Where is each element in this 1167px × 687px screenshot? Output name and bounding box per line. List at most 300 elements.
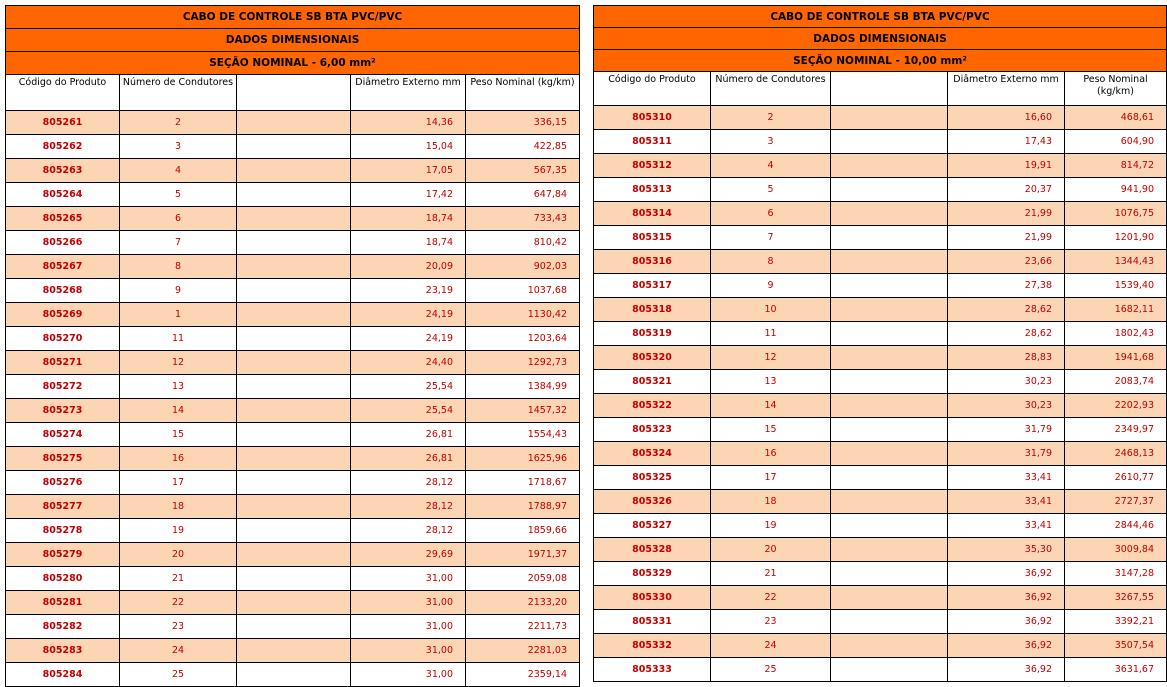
- blank-cell: [237, 519, 351, 543]
- table-row: [594, 370, 1167, 394]
- product-code-cell: 805310: [594, 106, 711, 130]
- blank-cell: [237, 423, 351, 447]
- table-row: [6, 495, 580, 519]
- product-code-cell: 805333: [594, 658, 711, 682]
- header-blank: [237, 75, 351, 111]
- table-row: [594, 514, 1167, 538]
- blank-cell: [237, 303, 351, 327]
- blank-cell: [237, 279, 351, 303]
- nominal-weight-cell: 422,85: [466, 135, 580, 159]
- nominal-weight-cell: 1384,99: [466, 375, 580, 399]
- conductor-count-cell: 11: [711, 322, 831, 346]
- outer-diameter-cell: 27,38: [948, 274, 1065, 298]
- table-row: [594, 226, 1167, 250]
- blank-cell: [237, 591, 351, 615]
- outer-diameter-cell: 25,54: [351, 399, 466, 423]
- nominal-weight-cell: 1344,43: [1065, 250, 1167, 274]
- header-product-code: Código do Produto: [6, 75, 120, 111]
- nominal-weight-cell: 1788,97: [466, 495, 580, 519]
- blank-cell: [237, 447, 351, 471]
- nominal-weight-cell: 1859,66: [466, 519, 580, 543]
- product-code-cell: 805315: [594, 226, 711, 250]
- blank-cell: [831, 322, 948, 346]
- nominal-weight-cell: 2359,14: [466, 663, 580, 687]
- blank-cell: [831, 466, 948, 490]
- outer-diameter-cell: 15,04: [351, 135, 466, 159]
- blank-cell: [237, 207, 351, 231]
- product-code-cell: 805264: [6, 183, 120, 207]
- blank-cell: [831, 178, 948, 202]
- outer-diameter-cell: 17,43: [948, 130, 1065, 154]
- blank-cell: [831, 298, 948, 322]
- nominal-weight-cell: 810,42: [466, 231, 580, 255]
- nominal-weight-cell: 1201,90: [1065, 226, 1167, 250]
- product-code-cell: 805261: [6, 111, 120, 135]
- table-row: [594, 346, 1167, 370]
- cable-table-10mm: [593, 5, 1167, 682]
- product-code-cell: 805276: [6, 471, 120, 495]
- outer-diameter-cell: 26,81: [351, 423, 466, 447]
- product-code-cell: 805330: [594, 586, 711, 610]
- nominal-weight-cell: 733,43: [466, 207, 580, 231]
- header-nominal-weight: Peso Nominal (kg/km): [466, 75, 580, 111]
- outer-diameter-cell: 25,54: [351, 375, 466, 399]
- conductor-count-cell: 9: [120, 279, 237, 303]
- product-code-cell: 805332: [594, 634, 711, 658]
- blank-cell: [831, 394, 948, 418]
- conductor-count-cell: 20: [120, 543, 237, 567]
- conductor-count-cell: 3: [711, 130, 831, 154]
- product-code-cell: 805267: [6, 255, 120, 279]
- conductor-count-cell: 6: [120, 207, 237, 231]
- outer-diameter-cell: 30,23: [948, 394, 1065, 418]
- nominal-weight-cell: 902,03: [466, 255, 580, 279]
- outer-diameter-cell: 21,99: [948, 226, 1065, 250]
- outer-diameter-cell: 18,74: [351, 231, 466, 255]
- conductor-count-cell: 21: [120, 567, 237, 591]
- blank-cell: [831, 370, 948, 394]
- nominal-weight-cell: 2083,74: [1065, 370, 1167, 394]
- blank-cell: [831, 658, 948, 682]
- conductor-count-cell: 5: [120, 183, 237, 207]
- table-row: [6, 663, 580, 687]
- blank-cell: [831, 610, 948, 634]
- conductor-count-cell: 17: [120, 471, 237, 495]
- table-row: [6, 447, 580, 471]
- table-row: [594, 466, 1167, 490]
- conductor-count-cell: 19: [120, 519, 237, 543]
- nominal-weight-cell: 1076,75: [1065, 202, 1167, 226]
- nominal-weight-cell: 1203,64: [466, 327, 580, 351]
- table-row: [6, 303, 580, 327]
- product-code-cell: 805263: [6, 159, 120, 183]
- conductor-count-cell: 23: [120, 615, 237, 639]
- table-row: [594, 394, 1167, 418]
- table-row: [594, 274, 1167, 298]
- nominal-weight-cell: 3507,54: [1065, 634, 1167, 658]
- product-code-cell: 805280: [6, 567, 120, 591]
- conductor-count-cell: 11: [120, 327, 237, 351]
- nominal-weight-cell: 567,35: [466, 159, 580, 183]
- outer-diameter-cell: 24,19: [351, 327, 466, 351]
- outer-diameter-cell: 28,62: [948, 298, 1065, 322]
- nominal-weight-cell: 2281,03: [466, 639, 580, 663]
- conductor-count-cell: 23: [711, 610, 831, 634]
- nominal-weight-cell: 1682,11: [1065, 298, 1167, 322]
- blank-cell: [237, 663, 351, 687]
- product-code-cell: 805322: [594, 394, 711, 418]
- table-row: [6, 207, 580, 231]
- nominal-weight-cell: 1457,32: [466, 399, 580, 423]
- conductor-count-cell: 22: [711, 586, 831, 610]
- blank-cell: [237, 255, 351, 279]
- outer-diameter-cell: 33,41: [948, 490, 1065, 514]
- product-code-cell: 805319: [594, 322, 711, 346]
- header-outer-diameter: Diâmetro Externo mm: [351, 75, 466, 111]
- table-row: [6, 399, 580, 423]
- nominal-weight-cell: 468,61: [1065, 106, 1167, 130]
- product-code-cell: 805279: [6, 543, 120, 567]
- product-code-cell: 805283: [6, 639, 120, 663]
- product-code-cell: 805313: [594, 178, 711, 202]
- nominal-weight-cell: 604,90: [1065, 130, 1167, 154]
- header-nominal-weight: Peso Nominal (kg/km): [1065, 72, 1167, 106]
- conductor-count-cell: 7: [120, 231, 237, 255]
- table-row: [594, 298, 1167, 322]
- nominal-weight-cell: 3147,28: [1065, 562, 1167, 586]
- blank-cell: [831, 586, 948, 610]
- blank-cell: [237, 495, 351, 519]
- product-code-cell: 805284: [6, 663, 120, 687]
- table-body: [594, 6, 1167, 682]
- conductor-count-cell: 9: [711, 274, 831, 298]
- conductor-count-cell: 24: [711, 634, 831, 658]
- product-code-cell: 805271: [6, 351, 120, 375]
- outer-diameter-cell: 18,74: [351, 207, 466, 231]
- blank-cell: [831, 202, 948, 226]
- blank-cell: [831, 346, 948, 370]
- conductor-count-cell: 18: [711, 490, 831, 514]
- conductor-count-cell: 14: [120, 399, 237, 423]
- conductor-count-cell: 1: [120, 303, 237, 327]
- table-subtitle: DADOS DIMENSIONAIS: [6, 29, 580, 52]
- nominal-weight-cell: 1718,67: [466, 471, 580, 495]
- outer-diameter-cell: 31,00: [351, 591, 466, 615]
- table-row: [594, 610, 1167, 634]
- conductor-count-cell: 16: [711, 442, 831, 466]
- conductor-count-cell: 6: [711, 202, 831, 226]
- blank-cell: [831, 538, 948, 562]
- nominal-weight-cell: 3631,67: [1065, 658, 1167, 682]
- table-row: [594, 202, 1167, 226]
- blank-cell: [237, 543, 351, 567]
- nominal-weight-cell: 1941,68: [1065, 346, 1167, 370]
- blank-cell: [831, 274, 948, 298]
- table-row: [6, 471, 580, 495]
- product-code-cell: 805328: [594, 538, 711, 562]
- product-code-cell: 805314: [594, 202, 711, 226]
- table-body: [6, 6, 580, 687]
- product-code-cell: 805282: [6, 615, 120, 639]
- product-code-cell: 805316: [594, 250, 711, 274]
- blank-cell: [237, 231, 351, 255]
- product-code-cell: 805281: [6, 591, 120, 615]
- product-code-cell: 805273: [6, 399, 120, 423]
- header-product-code: Código do Produto: [594, 72, 711, 106]
- outer-diameter-cell: 20,09: [351, 255, 466, 279]
- table-row: [6, 159, 580, 183]
- nominal-weight-cell: 1625,96: [466, 447, 580, 471]
- table-row: [6, 111, 580, 135]
- outer-diameter-cell: 28,83: [948, 346, 1065, 370]
- product-code-cell: 805320: [594, 346, 711, 370]
- table-row: [6, 639, 580, 663]
- conductor-count-cell: 2: [711, 106, 831, 130]
- outer-diameter-cell: 31,00: [351, 663, 466, 687]
- table-row: [6, 591, 580, 615]
- conductor-count-cell: 2: [120, 111, 237, 135]
- section-label: SEÇÃO NOMINAL - 6,00 mm²: [6, 52, 580, 75]
- conductor-count-cell: 24: [120, 639, 237, 663]
- blank-cell: [831, 250, 948, 274]
- product-code-cell: 805278: [6, 519, 120, 543]
- blank-cell: [237, 183, 351, 207]
- nominal-weight-cell: 1292,73: [466, 351, 580, 375]
- table-row: [594, 586, 1167, 610]
- conductor-count-cell: 3: [120, 135, 237, 159]
- blank-cell: [237, 375, 351, 399]
- table-row: [6, 543, 580, 567]
- blank-cell: [237, 471, 351, 495]
- conductor-count-cell: 15: [120, 423, 237, 447]
- table-row: [6, 255, 580, 279]
- outer-diameter-cell: 19,91: [948, 154, 1065, 178]
- table-row: [6, 135, 580, 159]
- nominal-weight-cell: 647,84: [466, 183, 580, 207]
- table-row: [594, 130, 1167, 154]
- outer-diameter-cell: 36,92: [948, 610, 1065, 634]
- product-code-cell: 805317: [594, 274, 711, 298]
- product-code-cell: 805324: [594, 442, 711, 466]
- blank-cell: [831, 154, 948, 178]
- nominal-weight-cell: 2211,73: [466, 615, 580, 639]
- conductor-count-cell: 12: [711, 346, 831, 370]
- table-row: [594, 538, 1167, 562]
- table-row: [594, 178, 1167, 202]
- blank-cell: [831, 562, 948, 586]
- header-conductor-count: Número de Condutores: [711, 72, 831, 106]
- outer-diameter-cell: 29,69: [351, 543, 466, 567]
- nominal-weight-cell: 3009,84: [1065, 538, 1167, 562]
- outer-diameter-cell: 24,19: [351, 303, 466, 327]
- table-row: [6, 615, 580, 639]
- product-code-cell: 805277: [6, 495, 120, 519]
- outer-diameter-cell: 21,99: [948, 202, 1065, 226]
- outer-diameter-cell: 35,30: [948, 538, 1065, 562]
- product-code-cell: 805321: [594, 370, 711, 394]
- table-row: [6, 327, 580, 351]
- nominal-weight-cell: 1539,40: [1065, 274, 1167, 298]
- outer-diameter-cell: 36,92: [948, 658, 1065, 682]
- product-code-cell: 805266: [6, 231, 120, 255]
- product-code-cell: 805323: [594, 418, 711, 442]
- nominal-weight-cell: 2349,97: [1065, 418, 1167, 442]
- nominal-weight-cell: 1554,43: [466, 423, 580, 447]
- conductor-count-cell: 7: [711, 226, 831, 250]
- nominal-weight-cell: 2727,37: [1065, 490, 1167, 514]
- outer-diameter-cell: 28,12: [351, 471, 466, 495]
- blank-cell: [237, 135, 351, 159]
- outer-diameter-cell: 23,19: [351, 279, 466, 303]
- product-code-cell: 805325: [594, 466, 711, 490]
- nominal-weight-cell: 2844,46: [1065, 514, 1167, 538]
- conductor-count-cell: 22: [120, 591, 237, 615]
- table-row: [594, 442, 1167, 466]
- outer-diameter-cell: 36,92: [948, 562, 1065, 586]
- product-code-cell: 805331: [594, 610, 711, 634]
- blank-cell: [831, 442, 948, 466]
- table-row: [594, 490, 1167, 514]
- table-row: [6, 423, 580, 447]
- table-row: [6, 183, 580, 207]
- blank-cell: [831, 106, 948, 130]
- outer-diameter-cell: 20,37: [948, 178, 1065, 202]
- table-row: [6, 519, 580, 543]
- blank-cell: [237, 639, 351, 663]
- table-row: [6, 231, 580, 255]
- outer-diameter-cell: 28,62: [948, 322, 1065, 346]
- product-code-cell: 805326: [594, 490, 711, 514]
- table-row: [594, 106, 1167, 130]
- table-title: CABO DE CONTROLE SB BTA PVC/PVC: [6, 6, 580, 29]
- conductor-count-cell: 13: [120, 375, 237, 399]
- outer-diameter-cell: 31,00: [351, 567, 466, 591]
- blank-cell: [237, 615, 351, 639]
- conductor-count-cell: 4: [120, 159, 237, 183]
- nominal-weight-cell: 2610,77: [1065, 466, 1167, 490]
- outer-diameter-cell: 17,05: [351, 159, 466, 183]
- conductor-count-cell: 13: [711, 370, 831, 394]
- outer-diameter-cell: 26,81: [351, 447, 466, 471]
- product-code-cell: 805268: [6, 279, 120, 303]
- conductor-count-cell: 15: [711, 418, 831, 442]
- outer-diameter-cell: 16,60: [948, 106, 1065, 130]
- table-row: [594, 562, 1167, 586]
- header-blank: [831, 72, 948, 106]
- outer-diameter-cell: 31,79: [948, 442, 1065, 466]
- outer-diameter-cell: 17,42: [351, 183, 466, 207]
- product-code-cell: 805329: [594, 562, 711, 586]
- table-subtitle: DADOS DIMENSIONAIS: [594, 28, 1167, 50]
- table-row: [594, 634, 1167, 658]
- product-code-cell: 805270: [6, 327, 120, 351]
- product-code-cell: 805275: [6, 447, 120, 471]
- table-row: [6, 351, 580, 375]
- outer-diameter-cell: 33,41: [948, 514, 1065, 538]
- outer-diameter-cell: 30,23: [948, 370, 1065, 394]
- conductor-count-cell: 8: [120, 255, 237, 279]
- table-row: [594, 322, 1167, 346]
- outer-diameter-cell: 23,66: [948, 250, 1065, 274]
- product-code-cell: 805269: [6, 303, 120, 327]
- blank-cell: [831, 226, 948, 250]
- table-title: CABO DE CONTROLE SB BTA PVC/PVC: [594, 6, 1167, 28]
- blank-cell: [831, 418, 948, 442]
- nominal-weight-cell: 814,72: [1065, 154, 1167, 178]
- nominal-weight-cell: 2468,13: [1065, 442, 1167, 466]
- conductor-count-cell: 25: [120, 663, 237, 687]
- header-outer-diameter: Diâmetro Externo mm: [948, 72, 1065, 106]
- product-code-cell: 805274: [6, 423, 120, 447]
- blank-cell: [831, 490, 948, 514]
- nominal-weight-cell: 1802,43: [1065, 322, 1167, 346]
- conductor-count-cell: 20: [711, 538, 831, 562]
- blank-cell: [237, 399, 351, 423]
- nominal-weight-cell: 2202,93: [1065, 394, 1167, 418]
- conductor-count-cell: 18: [120, 495, 237, 519]
- outer-diameter-cell: 28,12: [351, 495, 466, 519]
- product-code-cell: 805318: [594, 298, 711, 322]
- blank-cell: [237, 159, 351, 183]
- table-row: [594, 154, 1167, 178]
- conductor-count-cell: 12: [120, 351, 237, 375]
- conductor-count-cell: 8: [711, 250, 831, 274]
- nominal-weight-cell: 1130,42: [466, 303, 580, 327]
- nominal-weight-cell: 2133,20: [466, 591, 580, 615]
- conductor-count-cell: 5: [711, 178, 831, 202]
- nominal-weight-cell: 336,15: [466, 111, 580, 135]
- conductor-count-cell: 17: [711, 466, 831, 490]
- outer-diameter-cell: 24,40: [351, 351, 466, 375]
- outer-diameter-cell: 31,00: [351, 639, 466, 663]
- outer-diameter-cell: 36,92: [948, 634, 1065, 658]
- outer-diameter-cell: 31,79: [948, 418, 1065, 442]
- blank-cell: [237, 111, 351, 135]
- conductor-count-cell: 4: [711, 154, 831, 178]
- nominal-weight-cell: 3267,55: [1065, 586, 1167, 610]
- blank-cell: [237, 567, 351, 591]
- table-row: [6, 375, 580, 399]
- outer-diameter-cell: 28,12: [351, 519, 466, 543]
- table-row: [6, 567, 580, 591]
- conductor-count-cell: 14: [711, 394, 831, 418]
- product-code-cell: 805311: [594, 130, 711, 154]
- blank-cell: [831, 130, 948, 154]
- outer-diameter-cell: 36,92: [948, 586, 1065, 610]
- section-label: SEÇÃO NOMINAL - 10,00 mm²: [594, 50, 1167, 72]
- outer-diameter-cell: 14,36: [351, 111, 466, 135]
- blank-cell: [237, 351, 351, 375]
- nominal-weight-cell: 941,90: [1065, 178, 1167, 202]
- product-code-cell: 805265: [6, 207, 120, 231]
- product-code-cell: 805262: [6, 135, 120, 159]
- product-code-cell: 805312: [594, 154, 711, 178]
- blank-cell: [237, 327, 351, 351]
- table-row: [594, 658, 1167, 682]
- product-code-cell: 805327: [594, 514, 711, 538]
- nominal-weight-cell: 2059,08: [466, 567, 580, 591]
- table-row: [6, 279, 580, 303]
- blank-cell: [831, 514, 948, 538]
- nominal-weight-cell: 3392,21: [1065, 610, 1167, 634]
- conductor-count-cell: 16: [120, 447, 237, 471]
- table-row: [594, 418, 1167, 442]
- nominal-weight-cell: 1037,68: [466, 279, 580, 303]
- blank-cell: [831, 634, 948, 658]
- product-code-cell: 805272: [6, 375, 120, 399]
- cable-table-6mm: [5, 5, 580, 687]
- nominal-weight-cell: 1971,37: [466, 543, 580, 567]
